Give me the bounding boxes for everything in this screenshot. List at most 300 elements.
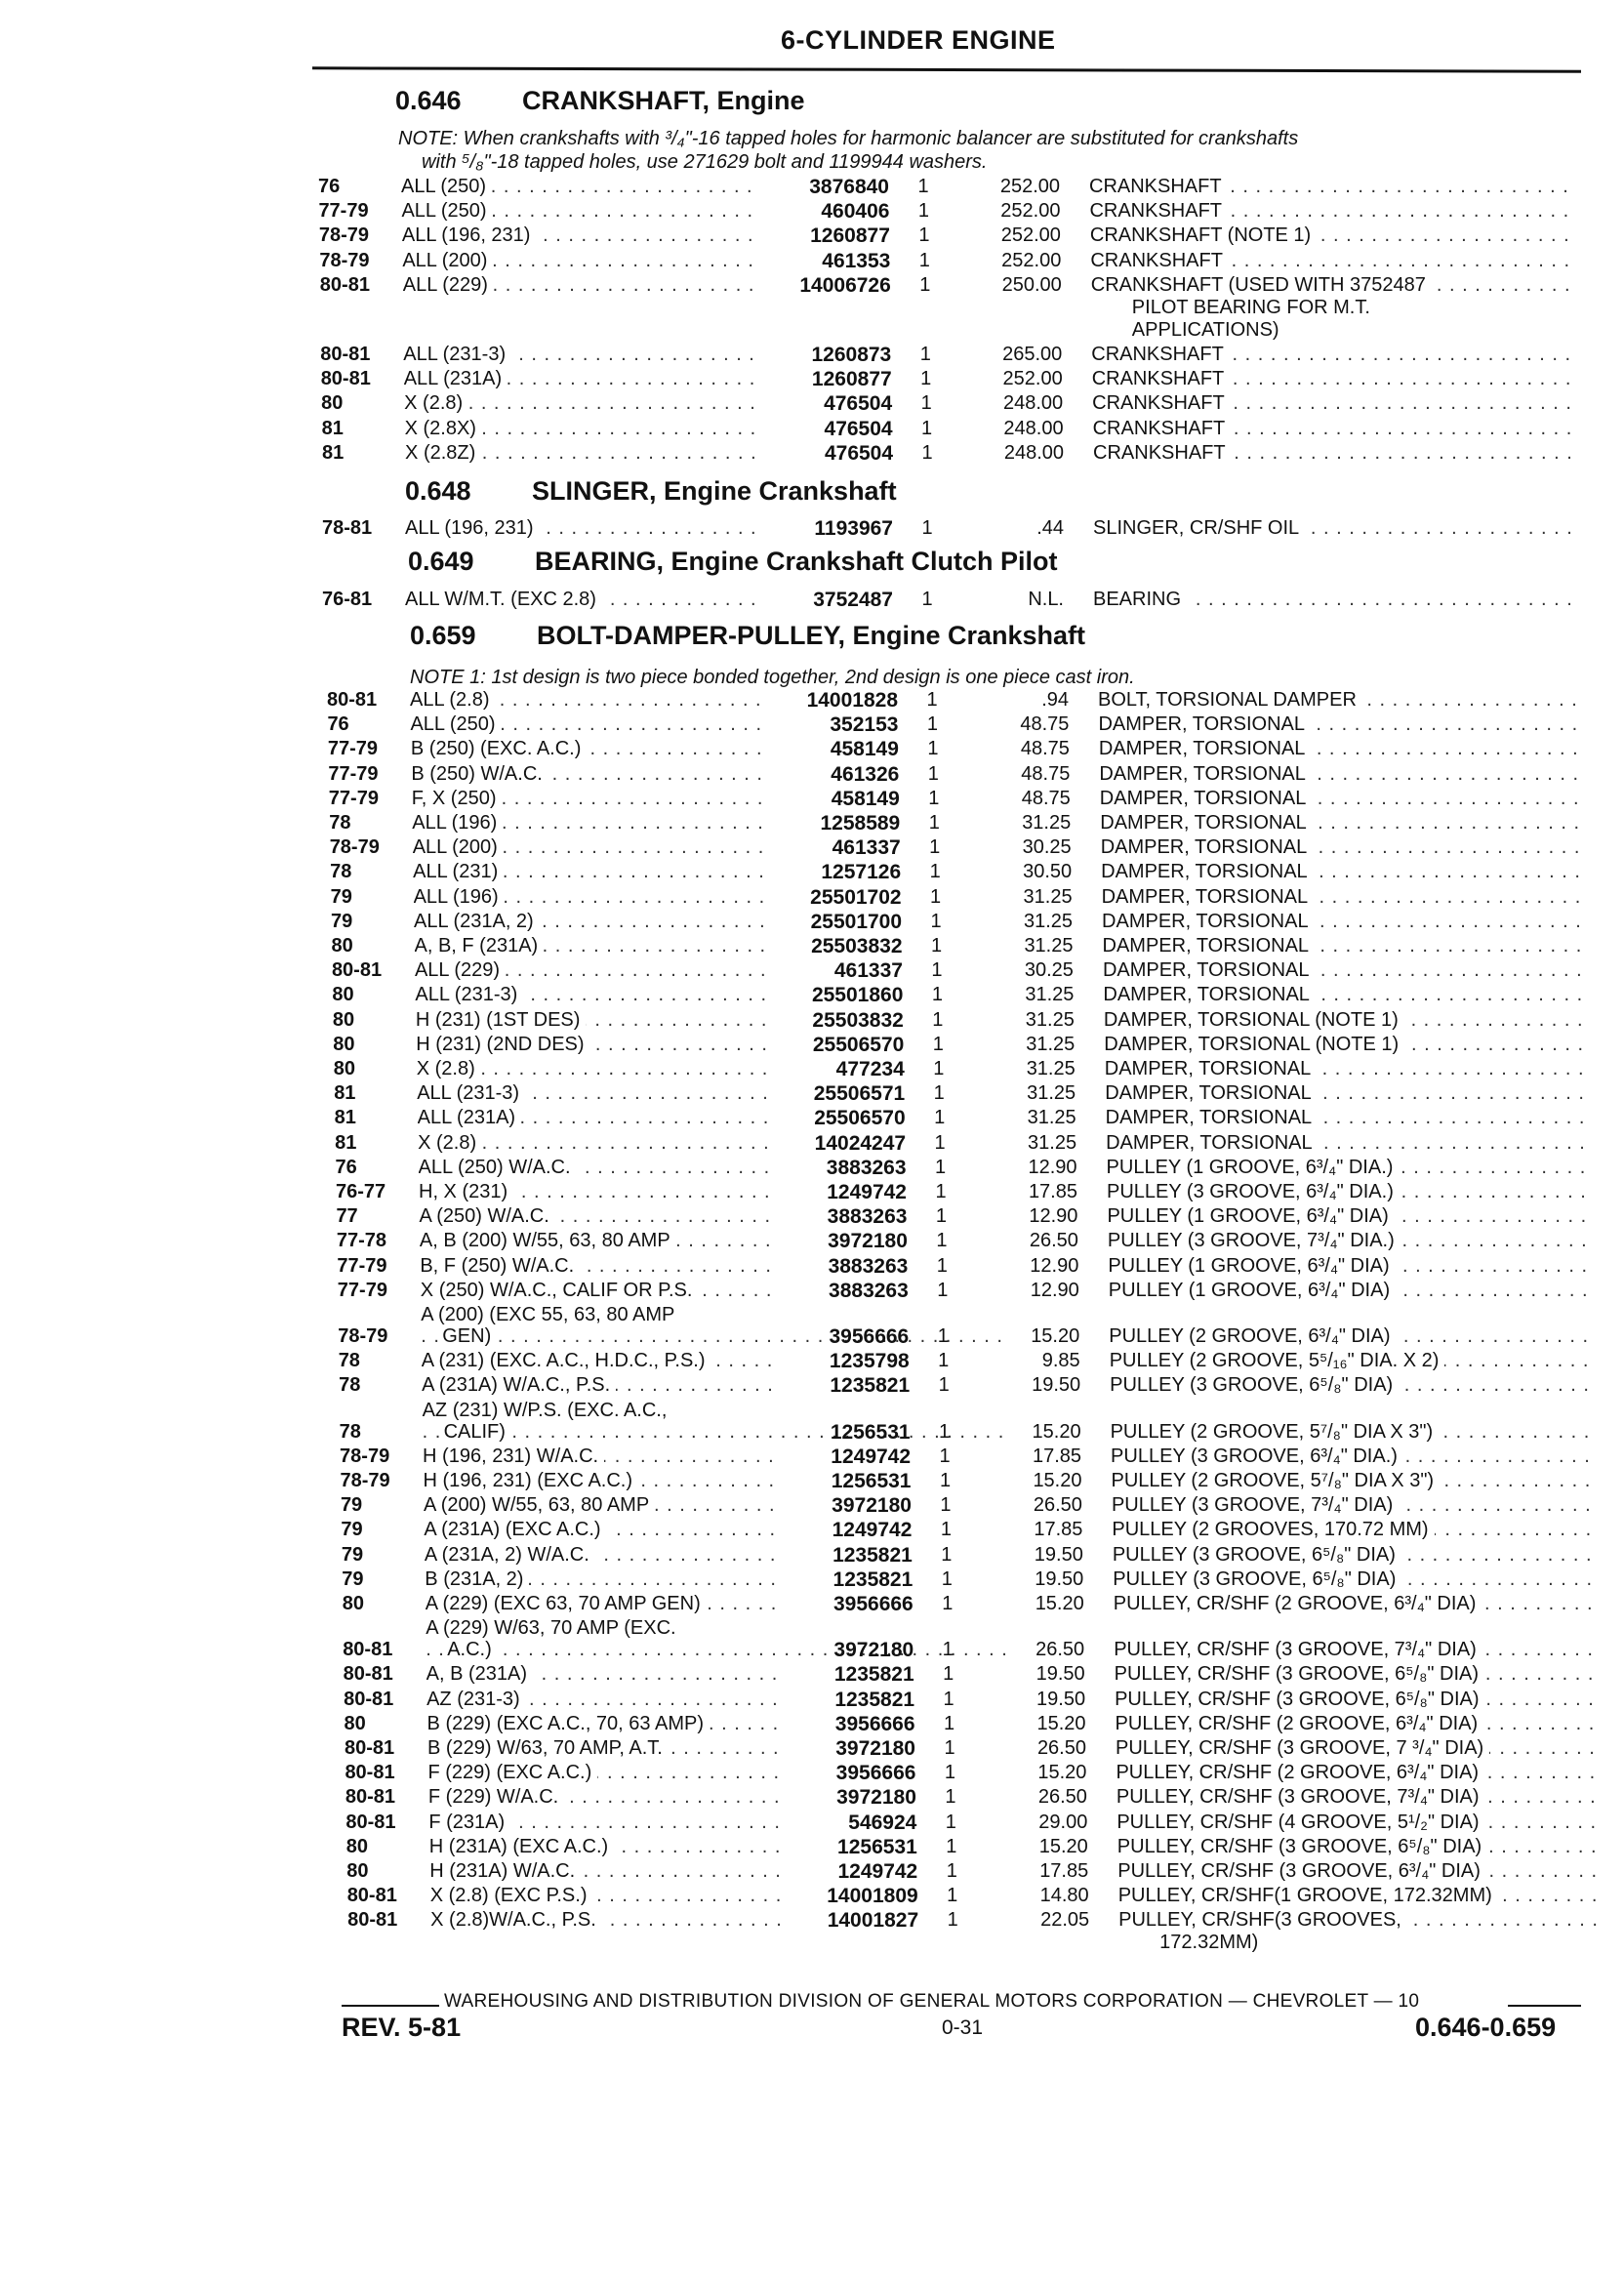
application-text: A (231A) (EXC A.C.) [424,1519,606,1540]
description [1101,836,1579,859]
description-text: PULLEY, CR/SHF(3 GROOVES, [1118,1909,1407,1931]
quantity: 1 [920,368,932,390]
section-heading [405,476,897,507]
application-text: ALL (231A) [418,1107,521,1128]
model-year: 80-81 [346,1885,397,1907]
application [422,1350,773,1372]
application [416,1034,767,1056]
part-number: 1257126 [821,861,902,884]
quantity: 1 [934,1107,946,1129]
description-text: PULLEY (2 GROOVES, 170.72 MM) [1112,1519,1434,1540]
parts-row [319,224,1578,249]
revision-label: REV. 5-81 [342,2013,462,2042]
application-text: B (231A, 2) [425,1568,529,1590]
quantity: 1 [931,984,943,1006]
description [1103,984,1581,1006]
parts-row [321,368,1580,392]
part-number: 25506570 [814,1107,906,1130]
quantity: 1 [942,1639,954,1661]
part-number: 25506571 [813,1082,906,1106]
application [414,886,765,909]
application-text: X (2.8) [418,1132,482,1154]
part-number: 14001827 [827,1909,919,1933]
part-number: 1235821 [832,1543,913,1567]
section-heading [408,547,1058,577]
application-text: A (229) (EXC 63, 70 AMP GEN) [426,1593,707,1614]
price: 26.50 [1036,1737,1086,1759]
parts-row [344,1663,1603,1688]
price: 31.25 [1028,1131,1077,1154]
part-number: 1235821 [834,1688,915,1711]
application-text: A (231) (EXC. A.C., H.D.C., P.S.) [422,1350,711,1371]
parts-row [327,689,1586,713]
price: 248.00 [1003,441,1065,464]
application-text: ALL (196, 231) [402,224,537,246]
description-text: CRANKSHAFT [1092,368,1231,389]
part-number: 1258589 [820,812,901,835]
price: 31.25 [1027,1107,1076,1129]
price: 17.85 [1034,1519,1083,1541]
application-text: AZ (231-3) [426,1689,526,1710]
parts-row [338,1280,1597,1304]
description [1092,392,1570,415]
description [1109,1280,1587,1302]
quantity: 1 [933,1082,945,1105]
parts-row [331,886,1590,911]
application [427,1713,779,1735]
parts-row [334,1082,1593,1107]
model-year: 78-79 [338,1325,388,1347]
part-number: 1235821 [832,1568,914,1591]
description [1108,1255,1586,1278]
quantity: 1 [931,959,943,982]
application-text: A, B, F (231A) [415,935,545,957]
price: 265.00 [1002,344,1063,365]
description [1107,1181,1585,1203]
description [1116,1713,1594,1735]
application [405,517,756,540]
description-text: PULLEY (3 GROOVE, 6³/₄" DIA.) [1107,1181,1400,1202]
model-year: 80 [333,1033,355,1055]
model-year: 80 [332,984,354,1006]
price: .94 [1041,689,1069,711]
model-year: 77-79 [337,1254,387,1277]
price: 26.50 [1037,1786,1087,1809]
section-number: 0.646 [395,86,462,115]
description-text: DAMPER, TORSIONAL [1103,959,1316,981]
price: 31.25 [1026,1033,1076,1055]
description-continued: PILOT BEARING FOR M.T. [1131,296,1370,318]
application-text: H, X (231) [419,1181,513,1202]
part-number: 1235821 [830,1374,911,1398]
application-text: ALL (231A) [404,368,508,389]
quantity: 1 [933,1058,945,1079]
parts-row [331,911,1590,935]
application [420,1255,771,1278]
quantity: 1 [935,1181,947,1202]
description-text: PULLEY, CR/SHF (3 GROOVE, 7 ³/₄" DIA) [1116,1737,1489,1759]
quantity: 1 [943,1712,955,1734]
description [1105,1058,1583,1080]
description-text: DAMPER, TORSIONAL [1100,812,1313,834]
application-text: ALL (250) [410,713,501,735]
description [1104,1034,1582,1056]
application-text: X (2.8X) [405,418,482,439]
price: 30.25 [1024,959,1074,982]
application-text: H (196, 231) (EXC A.C.) [424,1470,639,1491]
part-number: 3876840 [809,176,889,198]
price: 15.20 [1037,1762,1087,1784]
quantity: 1 [942,1593,954,1614]
application [415,959,766,982]
application-text: H (231) (1ST DES) [416,1009,587,1031]
quantity: 1 [936,1230,948,1252]
description-text: PULLEY, CR/SHF (3 GROOVE, 6⁵/₈" DIA) [1117,1836,1487,1857]
part-number: 458149 [831,787,900,810]
description-text: DAMPER, TORSIONAL [1099,738,1312,759]
price: N.L. [1028,589,1064,610]
application [418,1132,769,1155]
section-heading [395,86,805,116]
description-text: DAMPER, TORSIONAL [1105,1058,1318,1079]
price: 26.50 [1033,1494,1082,1517]
application-text: B (250) W/A.C. [411,763,548,785]
description-text: DAMPER, TORSIONAL [1106,1107,1319,1128]
description-text: DAMPER, TORSIONAL [1098,713,1311,735]
model-year: 76-77 [336,1181,386,1202]
description-text: DAMPER, TORSIONAL [1103,935,1316,957]
application [410,713,761,736]
description-text: PULLEY, CR/SHF (3 GROOVE, 7³/₄" DIA) [1116,1786,1485,1808]
price: 30.25 [1022,836,1072,859]
section-number: 0.649 [408,547,474,576]
model-year: 77 [336,1205,358,1228]
model-year: 76 [327,713,349,736]
model-year: 80-81 [320,368,371,390]
price: 15.20 [1031,1325,1080,1347]
part-number: 1256531 [837,1835,917,1858]
description [1110,1350,1588,1372]
application [417,1082,768,1105]
description [1112,1494,1590,1517]
quantity: 1 [928,812,940,834]
description [1102,911,1580,933]
description [1091,274,1569,297]
application [428,1812,780,1834]
application-text: A (231A, 2) W/A.C. [425,1544,595,1566]
part-number: 3972180 [833,1639,914,1662]
application [426,1593,777,1615]
quantity: 1 [921,589,933,610]
description [1112,1519,1590,1541]
model-year: 80-81 [319,273,370,296]
description-text: SLINGER, CR/SHF OIL [1093,517,1305,539]
part-number: 476504 [824,392,893,416]
quantity: 1 [946,1860,957,1882]
parts-row [335,1107,1594,1131]
model-year: 81 [322,441,345,464]
description [1103,935,1581,957]
quantity: 1 [932,1008,944,1031]
parts-row [327,713,1586,738]
description-text: CRANKSHAFT [1093,418,1232,439]
description-text: PULLEY, CR/SHF (2 GROOVE, 6³/₄" DIA) [1116,1762,1484,1783]
description [1113,1544,1591,1567]
price: 31.25 [1027,1082,1076,1105]
quantity: 1 [921,517,933,539]
model-year: 80-81 [347,1909,398,1932]
description [1089,200,1567,223]
description-text: CRANKSHAFT (NOTE 1) [1090,224,1317,246]
quantity: 1 [935,1205,947,1228]
application [410,689,761,712]
part-number: 3883263 [829,1279,909,1302]
part-number: 14024247 [814,1131,907,1155]
application [427,1762,779,1784]
description [1093,517,1571,540]
quantity: 1 [939,1420,951,1443]
quantity: 1 [921,441,933,464]
description-text: PULLEY, CR/SHF (3 GROOVE, 7³/₄" DIA) [1114,1639,1482,1660]
quantity: 1 [930,885,942,908]
description-continued: 172.32MM) [1159,1932,1259,1954]
application [404,392,755,415]
price: 12.90 [1028,1156,1077,1178]
application-text: ALL (250) [401,176,492,197]
application-text: F (229) (EXC A.C.) [427,1762,597,1783]
model-year: 81 [335,1131,357,1154]
model-year: 80-81 [345,1811,396,1833]
parts-row [338,1304,1597,1350]
application [419,1181,770,1203]
description [1092,368,1570,390]
parts-row [328,738,1587,762]
description [1100,812,1578,835]
application [425,1568,776,1591]
application-text: X (2.8) [417,1058,481,1079]
parts-row [335,1132,1594,1157]
application-text: H (231A) W/A.C. [429,1860,581,1882]
quantity: 1 [929,836,941,859]
application [426,1689,778,1711]
description-text: DAMPER, TORSIONAL [1101,861,1314,882]
part-number: 25503832 [811,935,903,957]
application [401,200,752,223]
description-text: CRANKSHAFT (USED WITH 3752487 [1091,274,1432,296]
part-number: 461337 [833,959,903,983]
description-text: PULLEY (3 GROOVE, 7³/₄" DIA.) [1108,1230,1401,1251]
price: 30.50 [1023,861,1073,883]
parts-row [339,1374,1598,1399]
application-text: ALL (231) [413,861,504,882]
price: 17.85 [1039,1860,1089,1882]
application-text: ALL (196) [412,812,503,834]
quantity: 1 [937,1325,949,1347]
description [1111,1445,1589,1468]
footer-rule-right [1508,2005,1581,2007]
description [1093,418,1571,440]
part-number: 458149 [830,738,899,761]
model-year: 80-81 [343,1639,393,1661]
description-text: DAMPER, TORSIONAL [1106,1132,1319,1154]
price: 48.75 [1020,738,1070,760]
description [1116,1812,1595,1834]
parts-row [343,1617,1602,1663]
quantity: 1 [917,200,929,223]
parts-row [332,984,1591,1008]
description [1118,1885,1597,1907]
part-number: 3956666 [832,1593,914,1615]
application-text: ALL (231-3) [415,984,523,1005]
parts-row [333,1034,1592,1058]
description [1106,1107,1584,1129]
description [1098,689,1576,712]
model-year: 77-78 [336,1230,387,1252]
price: 252.00 [1002,368,1063,390]
quantity: 1 [919,273,931,296]
application-text: A (229) W/63, 70 AMP (EXC. [426,1617,676,1640]
parts-row [346,1860,1605,1885]
parts-row [333,1009,1592,1034]
part-number: 352153 [830,713,899,737]
quantity: 1 [930,935,943,957]
model-year: 78-79 [340,1445,390,1467]
application [416,1009,767,1032]
description [1107,1157,1585,1179]
description [1105,1082,1583,1105]
part-number: 1249742 [832,1519,913,1542]
model-year: 77-79 [328,762,379,785]
application-text: B (250) (EXC. A.C.) [411,738,588,759]
section-number: 0.659 [410,621,476,650]
application [411,738,762,760]
price: 12.90 [1029,1205,1078,1228]
description [1100,788,1578,810]
parts-row [332,935,1591,959]
application-text: B, F (250) W/A.C. [420,1255,580,1277]
model-year: 80-81 [345,1786,396,1809]
description-text: DAMPER, TORSIONAL [1100,788,1313,809]
part-number: 1249742 [837,1860,918,1883]
section-title: BEARING, Engine Crankshaft Clutch Pilot [535,547,1058,576]
application-text: F (231A) [428,1812,510,1833]
parts-row [344,1689,1603,1713]
part-number: 25503832 [812,1008,904,1032]
application-text: ALL (196) [414,886,505,908]
description [1107,1205,1585,1228]
part-number: 461337 [832,836,901,860]
parts-row [328,763,1587,788]
quantity: 1 [927,738,939,760]
application-text: F, X (250) [412,788,503,809]
part-number: 1260877 [810,224,890,248]
description-text: CRANKSHAFT [1091,344,1230,365]
part-number: 3972180 [832,1494,912,1518]
application-text: ALL (196, 231) [405,517,540,539]
description-text: PULLEY (3 GROOVE, 6⁵/₈" DIA) [1110,1374,1399,1396]
description [1093,589,1571,611]
part-number: 1235821 [833,1663,914,1687]
model-year: 80 [346,1860,369,1882]
description-continued: APPLICATIONS) [1131,318,1279,341]
model-year: 80 [342,1593,364,1614]
description [1108,1230,1586,1252]
quantity: 1 [943,1663,954,1686]
price: 29.00 [1038,1811,1088,1833]
description-text: BEARING [1093,589,1187,610]
description [1115,1663,1593,1686]
part-number: 3972180 [836,1786,916,1810]
model-year: 77-79 [327,738,379,760]
model-year: 80 [345,1835,369,1857]
quantity: 1 [945,1811,956,1833]
part-number: 3956666 [834,1712,915,1735]
price: 250.00 [1001,273,1062,296]
model-year: 81 [321,417,344,439]
application-text: B (229) W/63, 70 AMP, A.T. [427,1737,669,1759]
part-number: 1249742 [827,1181,907,1203]
part-number: 461326 [831,762,900,786]
part-number: 25501860 [811,984,904,1007]
quantity: 1 [939,1470,952,1491]
description [1118,1909,1597,1932]
description [1116,1786,1595,1809]
parts-row [318,200,1577,224]
model-year: 78 [338,1350,360,1372]
application-text: H (231A) (EXC A.C.) [429,1836,614,1857]
description-text: DAMPER, TORSIONAL (NOTE 1) [1104,1009,1404,1031]
model-year: 80 [332,1008,355,1031]
model-year: 80-81 [331,959,383,982]
application-text: ALL (200) [402,250,493,271]
part-number: 476504 [824,441,894,465]
price: 48.75 [1021,762,1071,785]
model-year: 76-81 [322,589,373,610]
application [412,812,763,835]
description-text: PULLEY (3 GROOVE, 6⁵/₈" DIA) [1113,1568,1401,1590]
quantity: 1 [940,1494,952,1517]
parts-row [345,1762,1604,1786]
application-text: H (231) (2ND DES) [416,1034,589,1055]
part-number: 3883263 [826,1156,907,1179]
section-note: with ⁵/₈"-18 tapped holes, use 271629 bolt and 1199944 washers. [422,151,988,173]
price: 31.25 [1025,1008,1075,1031]
description [1090,250,1568,272]
application [428,1786,780,1809]
section-title: CRANKSHAFT, Engine [522,86,805,115]
part-number: 1260877 [811,368,892,391]
parts-row [339,1350,1598,1374]
quantity: 1 [947,1909,958,1932]
application-text: A (200) (EXC 55, 63, 80 AMP [421,1304,675,1325]
description-text: CRANKSHAFT [1093,442,1232,464]
application [419,1157,770,1179]
application-text: X (250) W/A.C., CALIF OR P.S. [421,1280,699,1301]
model-year: 81 [334,1082,356,1105]
model-year: 76 [335,1156,357,1178]
description-text: PULLEY, CR/SHF (4 GROOVE, 5¹/₂" DIA) [1116,1812,1484,1833]
parts-row [322,418,1581,442]
parts-row [341,1470,1600,1494]
description-text: BOLT, TORSIONAL DAMPER [1098,689,1362,711]
application [430,1909,782,1932]
price: 15.20 [1038,1835,1088,1857]
model-year: 80-81 [327,689,378,711]
description [1112,1470,1590,1492]
description-text: PULLEY, CR/SHF(1 GROOVE, 172.32MM) [1118,1885,1498,1906]
parts-row [336,1181,1595,1205]
description [1090,224,1568,247]
